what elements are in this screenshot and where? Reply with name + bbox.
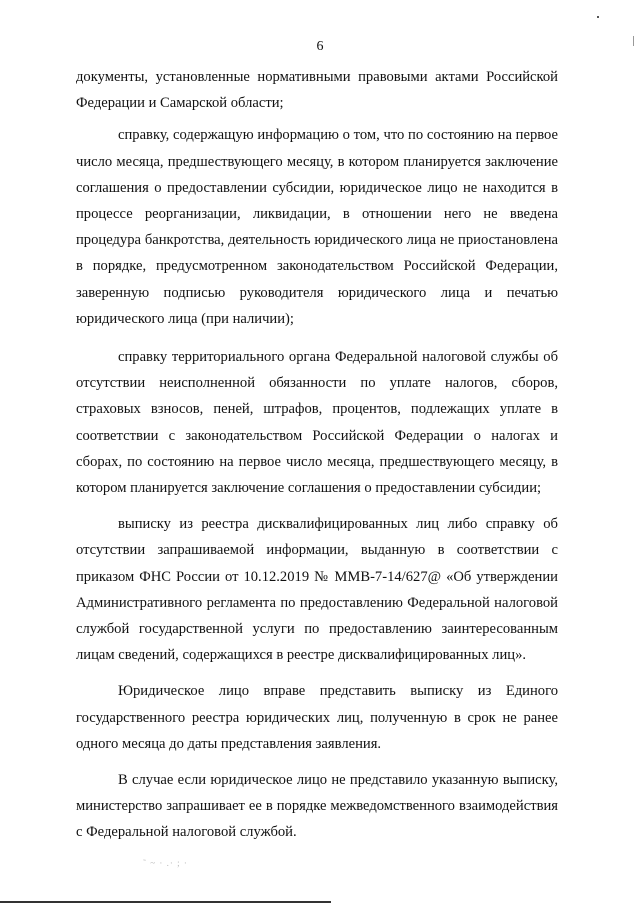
paragraph-2: справку, содержащую информацию о том, что по состоянию на первое число месяца, предшествующего месяцу, в котором планируется заключение соглашения о предоставлении субсидии, юридическое лицо не находится в процессе реорганизации, ликвидации, в отношении него не введена процедура банкротства, деятельность юридического лица не приостановлена в порядке, предусмотренном законодательством Российской Федерации, заверенную подписью руководителя юридического лица и печатью юридического лица (при наличии); — [76, 127, 558, 327]
paragraph-6: В случае если юридическое лицо не представило указанную выписку, министерство запрашивает ее в порядке межведомственного взаимодействия с Федеральной налоговой службой. — [76, 772, 558, 841]
scan-artifact: ˜ ~ · .· ; · — [143, 858, 188, 868]
page-edge-line — [0, 901, 331, 903]
document-body — [76, 64, 558, 846]
scan-speck — [633, 36, 634, 46]
scan-speck — [597, 16, 599, 18]
paragraph-3: справку территориального органа Федеральной налоговой службы об отсутствии неисполненной обязанности по уплате налогов, сборов, страховых взносов, пеней, штрафов, процентов, подлежащих уплате в соответствии с законодательством Российской Федерации о налогах и сборах, по состоянию на первое число месяца, предшествующего месяцу, в котором планируется заключение соглашения о предоставлении субсидии; — [76, 349, 558, 497]
paragraph-1: документы, установленные нормативными правовыми актами Российской Федерации и Самарской области; — [76, 69, 558, 112]
paragraph-4: выписку из реестра дисквалифицированных лиц либо справку об отсутствии запрашиваемой информации, выданную в соответствии с приказом ФНС России от 10.12.2019 № ММВ-7-14/627@ «Об утверждении Административного регламента по предоставлению Федеральной налоговой службой государственной услуги по предоставлению заинтересованным лицам сведений, содержащихся в реестре дисквалифицированных лиц». — [76, 516, 558, 664]
page-number: 6 — [316, 39, 324, 54]
paragraph-5: Юридическое лицо вправе представить выписку из Единого государственного реестра юридических лиц, полученную в срок не ранее одного месяца до даты представления заявления. — [76, 683, 558, 752]
